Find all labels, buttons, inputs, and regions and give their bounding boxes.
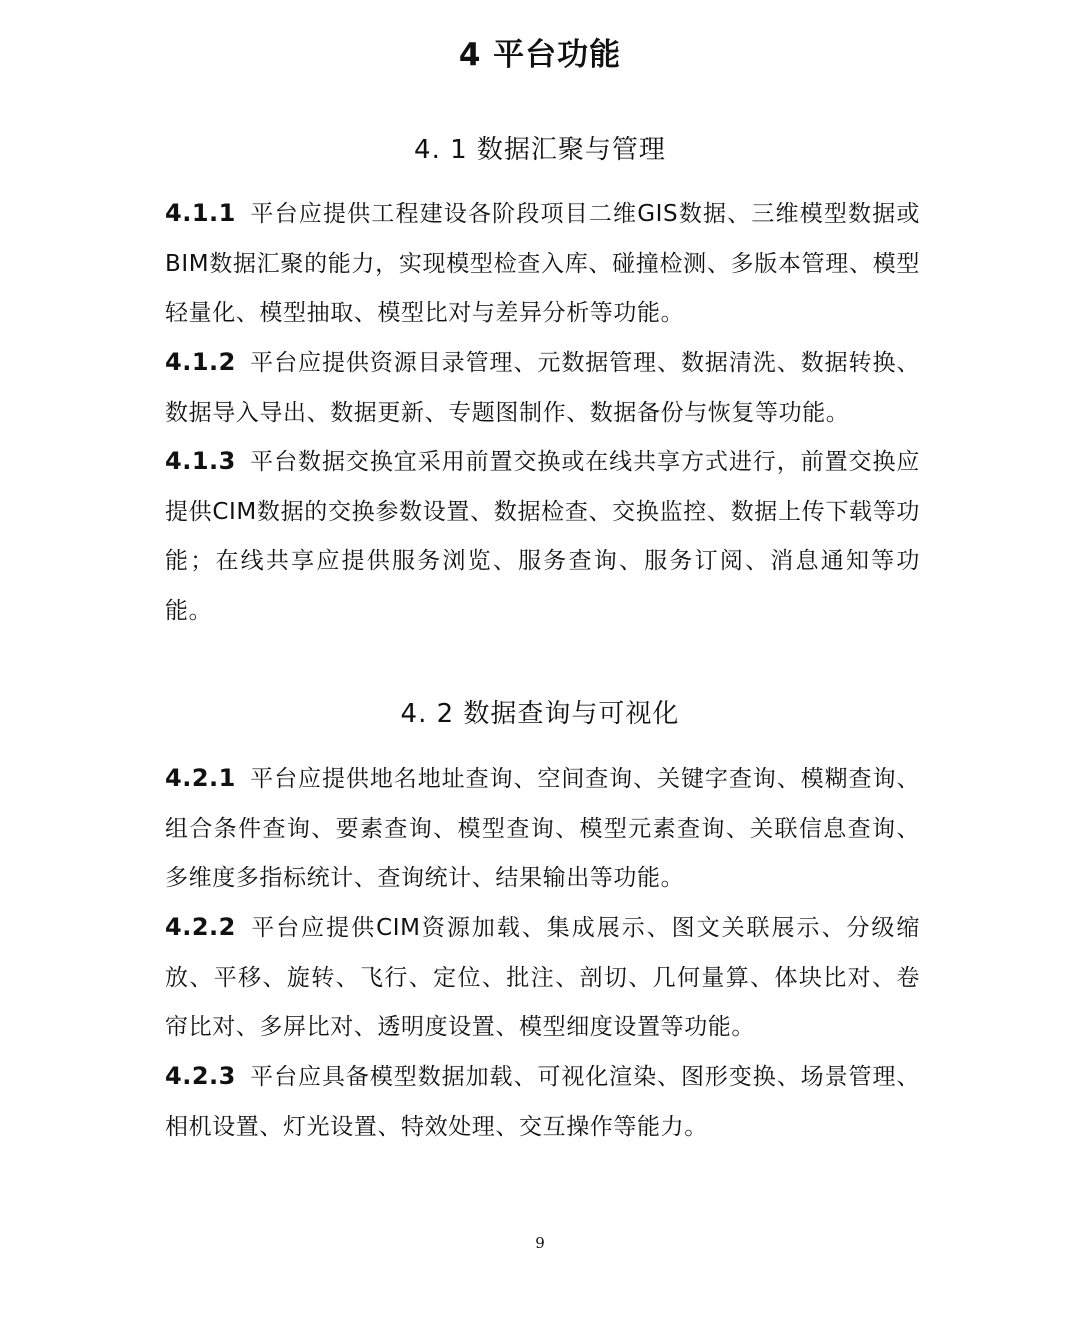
- clause-text: 平台数据交换宜采用前置交换或在线共享方式进行，前置交换应提供CIM数据的交换参数设置、数据检查、交换监控、数据上传下载等功能；在线共享应提供服务浏览、服务查询、服务订阅、消息通知等功能。: [165, 449, 920, 624]
- clause-number: 4.2.2: [165, 913, 236, 941]
- clause-text: 平台应提供地名地址查询、空间查询、关键字查询、模糊查询、组合条件查询、要素查询、模型查询、模型元素查询、关联信息查询、多维度多指标统计、查询统计、结果输出等功能。: [165, 766, 920, 891]
- clause-4-1-2: [165, 338, 920, 438]
- clause-number: 4.2.1: [165, 764, 236, 792]
- clause-number: 4.2.3: [165, 1062, 236, 1090]
- clause-number: 4.1.1: [165, 199, 236, 227]
- clause-number: 4.1.2: [165, 348, 236, 376]
- clause-text: 平台应具备模型数据加载、可视化渲染、图形变换、场景管理、相机设置、灯光设置、特效处理、交互操作等能力。: [165, 1064, 920, 1140]
- clause-4-1-1: [165, 189, 920, 339]
- clause-4-1-3: [165, 437, 920, 636]
- clause-text: 平台应提供CIM资源加载、集成展示、图文关联展示、分级缩放、平移、旋转、飞行、定位、批注、剖切、几何量算、体块比对、卷帘比对、多屏比对、透明度设置、模型细度设置等功能。: [165, 915, 920, 1040]
- chapter-title: 4 平台功能: [458, 37, 622, 73]
- clause-number: 4.1.3: [165, 447, 236, 475]
- clause-text: 平台应提供资源目录管理、元数据管理、数据清洗、数据转换、数据导入导出、数据更新、专题图制作、数据备份与恢复等功能。: [165, 350, 920, 426]
- clause-4-2-1: [165, 754, 920, 904]
- clause-4-2-2: [165, 903, 920, 1053]
- page-number: 9: [535, 1234, 545, 1252]
- section-title-4-2: 4. 2 数据查询与可视化: [400, 699, 680, 729]
- clause-4-2-3: [165, 1052, 920, 1152]
- clause-text: 平台应提供工程建设各阶段项目二维GIS数据、三维模型数据或BIM数据汇聚的能力，实现模型检查入库、碰撞检测、多版本管理、模型轻量化、模型抽取、模型比对与差异分析等功能。: [165, 201, 920, 326]
- section-title-4-1: 4. 1 数据汇聚与管理: [414, 135, 666, 165]
